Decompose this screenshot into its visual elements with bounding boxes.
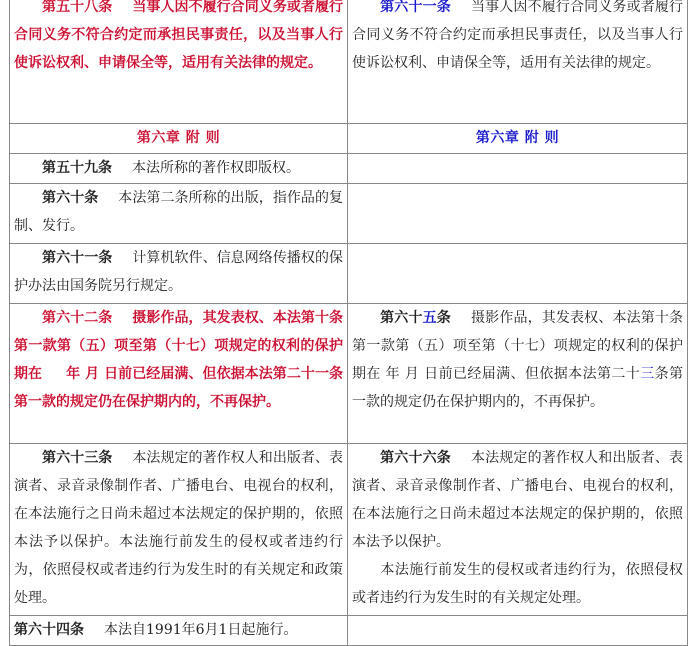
table-row bbox=[10, 616, 688, 646]
empty-cell-right bbox=[348, 616, 688, 646]
table-row bbox=[10, 154, 688, 184]
article-head: 第六十一条 bbox=[380, 0, 451, 15]
article-body-para2: 本法施行前发生的侵权或者违约行为，依照侵权或者违约行为发生时的有关规定处理。 bbox=[352, 562, 683, 606]
article-body: 本法规定的著作权人和出版者、表演者、录音录像制作者、广播电台、电视台的权利，在本法施行之日尚未超过本法规定的保护期的，依照本法予以保护。 bbox=[352, 450, 684, 550]
empty-cell-right bbox=[348, 244, 688, 304]
article-head: 第六十六条 bbox=[380, 450, 451, 466]
article-cell-left bbox=[10, 244, 348, 304]
article-cell-left bbox=[10, 184, 348, 244]
article-head: 第六十条 bbox=[42, 190, 99, 206]
chapter-heading-left: 第六章 附 则 bbox=[10, 124, 348, 154]
article-cell-left bbox=[10, 154, 348, 184]
article-head: 第六十三条 bbox=[42, 450, 113, 466]
article-body: 本法第二条所称的出版，指作品的复制、发行。 bbox=[14, 190, 344, 234]
article-body: 摄影作品，其发表权、本法第十条第一款第（五）项至第（十七）项规定的权利的保护期在 bbox=[14, 310, 344, 382]
article-cell-left bbox=[10, 304, 348, 444]
article-body: 摄影作品，其发表权、本法第十条第一款第（五）项至第（十七）项规定的权利的保护期在 年 月 日前已经届满、但依据本法第二十 bbox=[352, 310, 684, 382]
article-body-amended: 三 bbox=[640, 366, 655, 382]
article-cell-right bbox=[348, 444, 688, 616]
comparison-table bbox=[9, 0, 688, 646]
table-row bbox=[10, 444, 688, 616]
article-head: 第六十四条 bbox=[14, 622, 84, 638]
table-row bbox=[10, 124, 688, 154]
empty-cell-right bbox=[348, 184, 688, 244]
article-cell-left bbox=[10, 616, 348, 646]
article-head: 第五十八条 bbox=[42, 0, 113, 15]
article-cell-left bbox=[10, 444, 348, 616]
article-body-cont: 条第一款的规定仍在保护期内的，不再保护。 bbox=[352, 366, 683, 410]
article-cell-right bbox=[348, 0, 688, 124]
article-body: 计算机软件、信息网络传播权的保护办法由国务院另行规定。 bbox=[14, 250, 344, 294]
table-row bbox=[10, 244, 688, 304]
article-body: 本法所称的著作权即版权。 bbox=[132, 160, 300, 176]
table-row bbox=[10, 304, 688, 444]
article-body: 本法自1991年6月1日起施行。 bbox=[104, 622, 298, 638]
table-row bbox=[10, 0, 688, 124]
chapter-heading-right: 第六章 附 则 bbox=[348, 124, 688, 154]
empty-cell-right bbox=[348, 154, 688, 184]
article-head-a: 第六十 bbox=[380, 310, 423, 326]
article-head: 第五十九条 bbox=[42, 160, 112, 176]
article-cell-right bbox=[348, 304, 688, 444]
article-head: 第六十二条 bbox=[42, 310, 113, 326]
article-cell-left bbox=[10, 0, 348, 124]
table-row bbox=[10, 184, 688, 244]
article-body: 当事人因不履行合同义务或者履行合同义务不符合约定而承担民事责任，以及当事人行使诉讼权利、申请保全等，适用有关法律的规定。 bbox=[14, 0, 344, 71]
article-head: 第六十一条 bbox=[42, 250, 113, 266]
article-body: 本法规定的著作权人和出版者、表演者、录音录像制作者、广播电台、电视台的权利，在本法施行之日尚未超过本法规定的保护期的，依照本法予以保护。本法施行前发生的侵权或者违约行为，依照侵权或者违约行为发生时的有关规定和政策处理。 bbox=[14, 450, 344, 606]
article-body: 当事人因不履行合同义务或者履行合同义务不符合约定而承担民事责任，以及当事人行使诉讼权利、申请保全等，适用有关法律的规定。 bbox=[352, 0, 684, 71]
article-head-c: 条 bbox=[436, 310, 451, 326]
article-body-cont: 年 月 日前已经届满、但依据本法第二十一条第一款的规定仍在保护期内的，不再保护。 bbox=[14, 366, 343, 410]
article-head-amended: 五 bbox=[422, 310, 437, 326]
